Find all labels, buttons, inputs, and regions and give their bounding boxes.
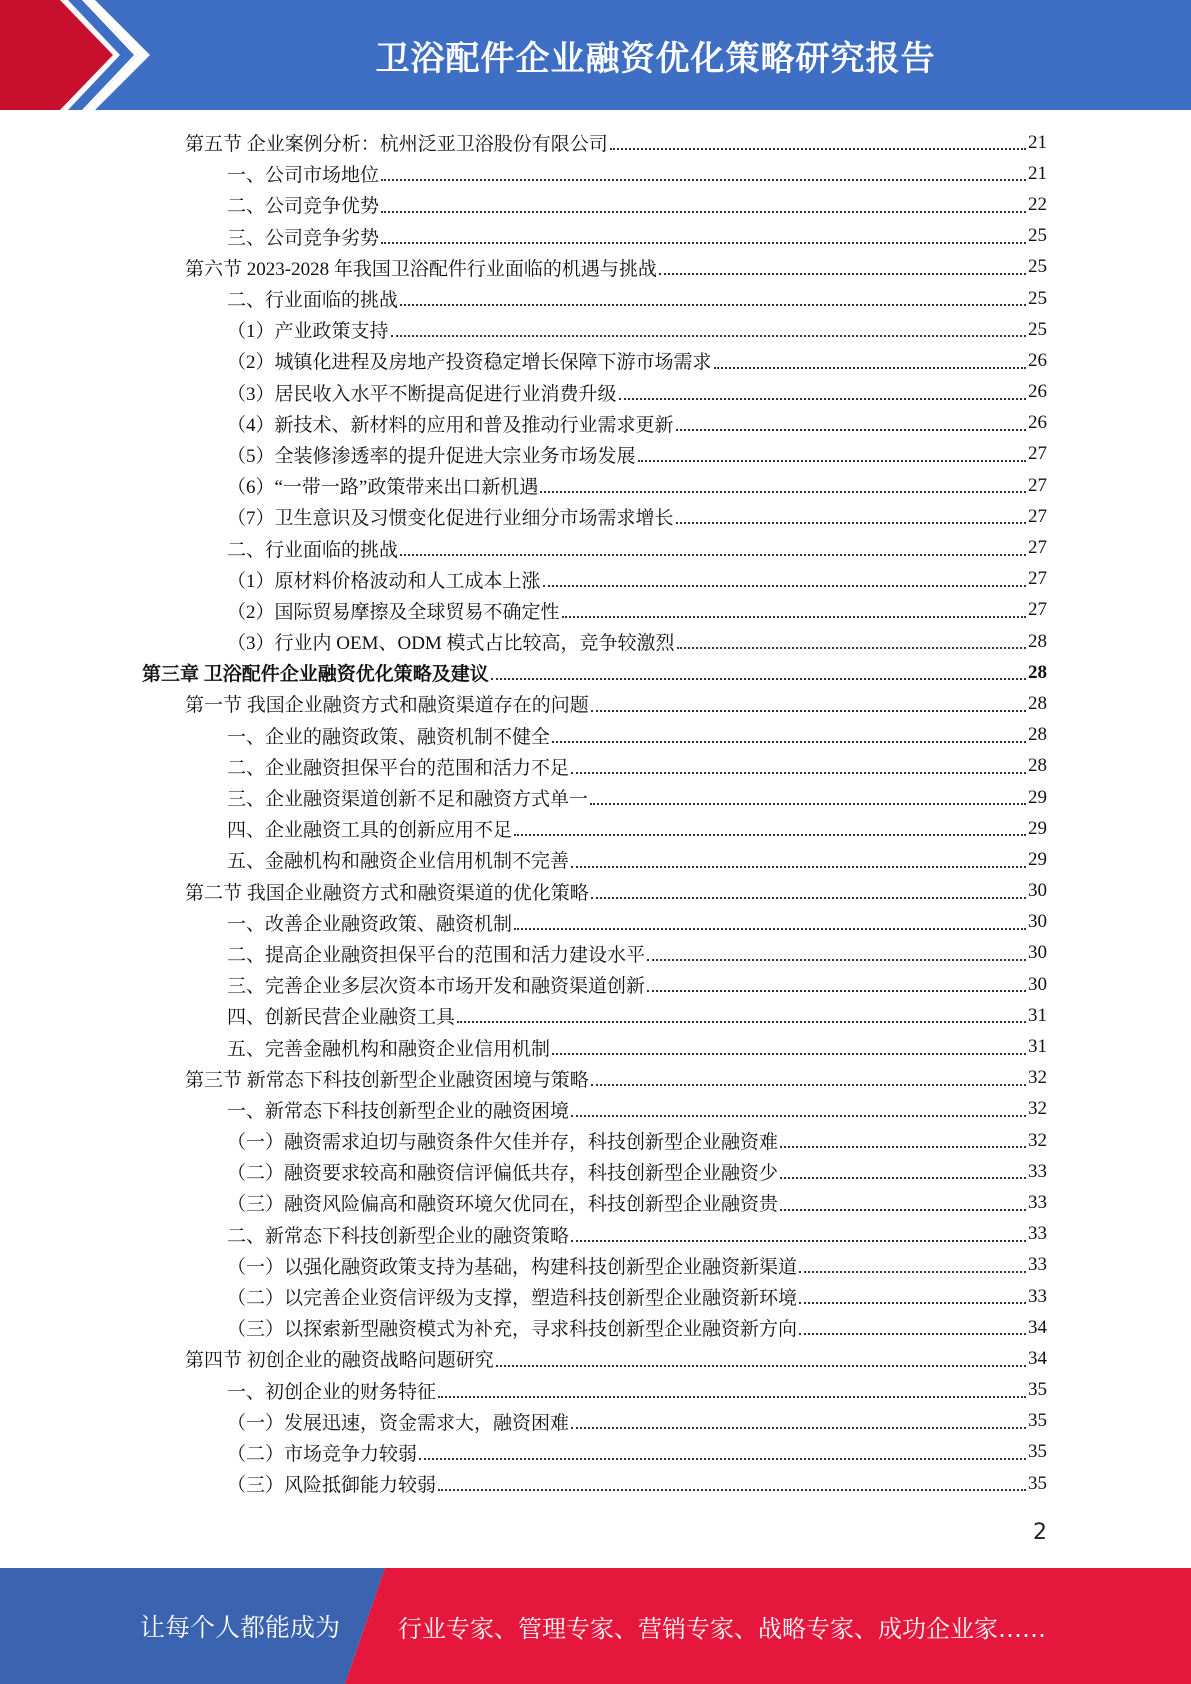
toc-entry[interactable] xyxy=(0,1406,1191,1437)
toc-leader-dots xyxy=(610,147,1026,150)
toc-entry-page: 33 xyxy=(1028,1254,1047,1276)
toc-entry-label: 第三章 卫浴配件企业融资优化策略及建议 xyxy=(142,664,489,686)
toc-entry-page: 27 xyxy=(1028,599,1047,621)
toc-entry-label: （7）卫生意识及习惯变化促进行业细分市场需求增长 xyxy=(227,508,674,530)
toc-leader-dots xyxy=(496,1364,1026,1367)
toc-leader-dots xyxy=(491,677,1026,680)
toc-leader-dots xyxy=(590,802,1026,805)
toc-leader-dots xyxy=(381,210,1026,213)
toc-entry-page: 21 xyxy=(1028,131,1047,153)
toc-entry-label: 第五节 企业案例分析：杭州泛亚卫浴股份有限公司 xyxy=(185,134,608,156)
toc-entry[interactable] xyxy=(0,127,1191,158)
toc-entry[interactable] xyxy=(0,408,1191,439)
toc-entry-label: 一、新常态下科技创新型企业的融资困境 xyxy=(227,1100,570,1122)
toc-leader-dots xyxy=(400,553,1026,556)
toc-entry-page: 29 xyxy=(1028,786,1047,808)
toc-leader-dots xyxy=(780,1176,1026,1179)
toc-entry-label: （1）原材料价格波动和人工成本上涨 xyxy=(227,570,541,592)
toc-entry-label: （4）新技术、新材料的应用和普及推动行业需求更新 xyxy=(227,414,674,436)
toc-leader-dots xyxy=(552,740,1026,743)
toc-entry-page: 25 xyxy=(1028,287,1047,309)
toc-leader-dots xyxy=(571,865,1026,868)
toc-leader-dots xyxy=(799,1270,1026,1273)
toc-entry-label: （1）产业政策支持 xyxy=(227,321,389,343)
toc-entry-page: 27 xyxy=(1028,474,1047,496)
toc-entry-page: 21 xyxy=(1028,162,1047,184)
toc-entry[interactable] xyxy=(0,1219,1191,1250)
toc-entry-label: 二、行业面临的挑战 xyxy=(227,539,399,561)
toc-entry-page: 30 xyxy=(1028,973,1047,995)
toc-entry[interactable] xyxy=(0,969,1191,1000)
toc-entry-page: 32 xyxy=(1028,1098,1047,1120)
page-number: 2 xyxy=(1033,1520,1047,1545)
toc-entry-page: 28 xyxy=(1028,755,1047,777)
toc-entry[interactable] xyxy=(0,720,1191,751)
toc-entry-page: 31 xyxy=(1028,1004,1047,1026)
toc-entry-label: （一）以强化融资政策支持为基础，构建科技创新型企业融资新渠道 xyxy=(227,1256,798,1278)
toc-leader-dots xyxy=(514,833,1026,836)
toc-leader-dots xyxy=(676,428,1026,431)
toc-entry[interactable] xyxy=(0,751,1191,782)
toc-entry-label: （6）“一带一路”政策带来出口新机遇 xyxy=(227,477,539,499)
toc-entry-label: （2）国际贸易摩擦及全球贸易不确定性 xyxy=(227,601,560,623)
toc-entry-page: 34 xyxy=(1028,1316,1047,1338)
toc-entry[interactable] xyxy=(0,1250,1191,1281)
toc-entry-page: 31 xyxy=(1028,1036,1047,1058)
toc-entry[interactable] xyxy=(0,252,1191,283)
toc-leader-dots xyxy=(780,1145,1026,1148)
toc-leader-dots xyxy=(552,1052,1026,1055)
toc-entry-label: （一）融资需求迫切与融资条件欠佳并存，科技创新型企业融资难 xyxy=(227,1132,779,1154)
toc-entry-label: 第六节 2023-2028 年我国卫浴配件行业面临的机遇与挑战 xyxy=(185,258,657,280)
toc-entry-label: 一、企业的融资政策、融资机制不健全 xyxy=(227,726,551,748)
toc-entry-page: 28 xyxy=(1028,724,1047,746)
toc-entry[interactable] xyxy=(0,564,1191,595)
toc-entry[interactable] xyxy=(0,1031,1191,1062)
toc-entry-page: 28 xyxy=(1028,630,1047,652)
toc-entry-page: 34 xyxy=(1028,1347,1047,1369)
toc-leader-dots xyxy=(457,1020,1026,1023)
toc-entry-label: 一、改善企业融资政策、融资机制 xyxy=(227,913,513,935)
toc-entry-label: 四、企业融资工具的创新应用不足 xyxy=(227,820,513,842)
toc-entry[interactable] xyxy=(0,221,1191,252)
toc-leader-dots xyxy=(799,1301,1026,1304)
toc-entry-page: 35 xyxy=(1028,1441,1047,1463)
toc-entry[interactable] xyxy=(0,439,1191,470)
toc-leader-dots xyxy=(591,1083,1026,1086)
toc-entry-page: 25 xyxy=(1028,318,1047,340)
toc-entry[interactable] xyxy=(0,501,1191,532)
toc-entry[interactable] xyxy=(0,1437,1191,1468)
toc-entry-page: 33 xyxy=(1028,1223,1047,1245)
toc-entry-label: （3）居民收入水平不断提高促进行业消费升级 xyxy=(227,383,617,405)
table-of-contents xyxy=(0,127,1191,1499)
toc-entry-page: 27 xyxy=(1028,568,1047,590)
toc-entry-page: 25 xyxy=(1028,256,1047,278)
toc-entry-page: 29 xyxy=(1028,817,1047,839)
toc-entry-page: 25 xyxy=(1028,225,1047,247)
toc-leader-dots xyxy=(562,615,1026,618)
toc-leader-dots xyxy=(676,521,1026,524)
toc-leader-dots xyxy=(540,490,1026,493)
toc-entry-page: 35 xyxy=(1028,1410,1047,1432)
toc-leader-dots xyxy=(571,1426,1026,1429)
toc-entry-label: 第三节 新常态下科技创新型企业融资困境与策略 xyxy=(185,1069,589,1091)
toc-leader-dots xyxy=(647,958,1026,961)
toc-entry-label: 二、公司竞争优势 xyxy=(227,196,380,218)
toc-entry-page: 27 xyxy=(1028,505,1047,527)
toc-entry[interactable] xyxy=(0,314,1191,345)
toc-entry-label: 第一节 我国企业融资方式和融资渠道存在的问题 xyxy=(185,695,589,717)
toc-entry[interactable] xyxy=(0,532,1191,563)
toc-entry-label: （二）以完善企业资信评级为支撑，塑造科技创新型企业融资新环境 xyxy=(227,1288,798,1310)
toc-entry-label: 三、企业融资渠道创新不足和融资方式单一 xyxy=(227,789,589,811)
toc-leader-dots xyxy=(659,272,1026,275)
toc-entry[interactable] xyxy=(0,657,1191,688)
toc-leader-dots xyxy=(571,771,1026,774)
toc-leader-dots xyxy=(391,334,1026,337)
toc-entry-label: （三）以探索新型融资模式为补充，寻求科技创新型企业融资新方向 xyxy=(227,1319,798,1341)
toc-leader-dots xyxy=(619,397,1026,400)
toc-entry[interactable] xyxy=(0,907,1191,938)
toc-entry-page: 27 xyxy=(1028,537,1047,559)
toc-leader-dots xyxy=(591,896,1026,899)
toc-entry-label: 第二节 我国企业融资方式和融资渠道的优化策略 xyxy=(185,882,589,904)
toc-entry[interactable] xyxy=(0,813,1191,844)
toc-entry[interactable] xyxy=(0,1468,1191,1499)
toc-entry[interactable] xyxy=(0,1094,1191,1125)
toc-entry[interactable] xyxy=(0,626,1191,657)
toc-entry[interactable] xyxy=(0,470,1191,501)
toc-entry[interactable] xyxy=(0,1000,1191,1031)
toc-entry[interactable] xyxy=(0,189,1191,220)
toc-leader-dots xyxy=(591,709,1026,712)
toc-leader-dots xyxy=(799,1332,1026,1335)
toc-leader-dots xyxy=(438,1395,1026,1398)
toc-entry-page: 27 xyxy=(1028,443,1047,465)
toc-entry-label: 一、公司市场地位 xyxy=(227,165,380,187)
toc-entry[interactable] xyxy=(0,876,1191,907)
toc-entry-label: （三）风险抵御能力较弱 xyxy=(227,1475,437,1497)
toc-entry-page: 22 xyxy=(1028,193,1047,215)
toc-entry-label: 五、金融机构和融资企业信用机制不完善 xyxy=(227,851,570,873)
toc-leader-dots xyxy=(714,366,1026,369)
toc-entry[interactable] xyxy=(0,1125,1191,1156)
toc-entry-page: 26 xyxy=(1028,381,1047,403)
toc-entry-page: 33 xyxy=(1028,1285,1047,1307)
toc-entry[interactable] xyxy=(0,938,1191,969)
toc-entry-label: （一）发展迅速，资金需求大，融资困难 xyxy=(227,1412,570,1434)
toc-leader-dots xyxy=(400,303,1026,306)
toc-leader-dots xyxy=(647,989,1026,992)
toc-entry-label: （二）市场竞争力较弱 xyxy=(227,1443,418,1465)
toc-entry-label: 二、企业融资担保平台的范围和活力不足 xyxy=(227,757,570,779)
toc-leader-dots xyxy=(780,1208,1026,1211)
toc-leader-dots xyxy=(543,584,1026,587)
report-title: 卫浴配件企业融资优化策略研究报告 xyxy=(375,38,936,79)
toc-entry[interactable] xyxy=(0,844,1191,875)
toc-entry-page: 35 xyxy=(1028,1472,1047,1494)
toc-entry[interactable] xyxy=(0,1281,1191,1312)
toc-entry-page: 28 xyxy=(1028,661,1047,683)
toc-entry[interactable] xyxy=(0,1343,1191,1374)
toc-entry[interactable] xyxy=(0,345,1191,376)
toc-entry-page: 26 xyxy=(1028,349,1047,371)
toc-entry[interactable] xyxy=(0,1187,1191,1218)
toc-leader-dots xyxy=(514,927,1026,930)
toc-entry-label: 五、完善金融机构和融资企业信用机制 xyxy=(227,1038,551,1060)
toc-entry[interactable] xyxy=(0,782,1191,813)
toc-entry-label: （5）全装修渗透率的提升促进大宗业务市场发展 xyxy=(227,445,636,467)
toc-entry[interactable] xyxy=(0,1156,1191,1187)
toc-entry-label: 三、公司竞争劣势 xyxy=(227,227,380,249)
toc-entry[interactable] xyxy=(0,158,1191,189)
toc-leader-dots xyxy=(381,241,1026,244)
toc-leader-dots xyxy=(571,1114,1026,1117)
footer-slogan-right: 行业专家、管理专家、营销专家、战略专家、成功企业家…… xyxy=(398,1614,1046,1643)
toc-entry[interactable] xyxy=(0,1063,1191,1094)
toc-entry-label: 第四节 初创企业的融资战略问题研究 xyxy=(185,1350,494,1372)
toc-leader-dots xyxy=(381,178,1026,181)
toc-leader-dots xyxy=(638,459,1026,462)
toc-entry[interactable] xyxy=(0,595,1191,626)
toc-entry-page: 35 xyxy=(1028,1379,1047,1401)
toc-leader-dots xyxy=(419,1457,1026,1460)
toc-leader-dots xyxy=(677,646,1026,649)
toc-entry[interactable] xyxy=(0,283,1191,314)
toc-entry-label: （二）融资要求较高和融资信评偏低共存，科技创新型企业融资少 xyxy=(227,1163,779,1185)
footer-slogan-left: 让每个人都能成为 xyxy=(140,1613,341,1642)
toc-entry-page: 30 xyxy=(1028,942,1047,964)
toc-entry-label: 二、新常态下科技创新型企业的融资策略 xyxy=(227,1225,570,1247)
toc-leader-dots xyxy=(438,1488,1026,1491)
toc-entry-page: 28 xyxy=(1028,692,1047,714)
toc-entry-page: 32 xyxy=(1028,1067,1047,1089)
toc-entry[interactable] xyxy=(0,688,1191,719)
toc-entry-label: （3）行业内 OEM、ODM 模式占比较高，竞争较激烈 xyxy=(227,633,675,655)
toc-entry-page: 30 xyxy=(1028,911,1047,933)
toc-entry[interactable] xyxy=(0,1312,1191,1343)
toc-entry-label: 一、初创企业的财务特征 xyxy=(227,1381,437,1403)
toc-entry[interactable] xyxy=(0,1375,1191,1406)
header-chevron-logo xyxy=(0,0,160,110)
toc-entry-label: 四、创新民营企业融资工具 xyxy=(227,1007,456,1029)
toc-entry-page: 26 xyxy=(1028,412,1047,434)
toc-entry-label: （2）城镇化进程及房地产投资稳定增长保障下游市场需求 xyxy=(227,352,712,374)
toc-entry[interactable] xyxy=(0,377,1191,408)
toc-entry-page: 29 xyxy=(1028,848,1047,870)
footer-banner xyxy=(0,1568,1191,1684)
toc-entry-page: 30 xyxy=(1028,880,1047,902)
toc-entry-page: 32 xyxy=(1028,1129,1047,1151)
toc-entry-page: 33 xyxy=(1028,1191,1047,1213)
toc-entry-label: 二、行业面临的挑战 xyxy=(227,290,399,312)
toc-entry-label: （三）融资风险偏高和融资环境欠优同在，科技创新型企业融资贵 xyxy=(227,1194,779,1216)
toc-leader-dots xyxy=(571,1239,1026,1242)
toc-entry-label: 三、完善企业多层次资本市场开发和融资渠道创新 xyxy=(227,976,646,998)
toc-entry-page: 33 xyxy=(1028,1160,1047,1182)
toc-entry-label: 二、提高企业融资担保平台的范围和活力建设水平 xyxy=(227,944,646,966)
header-banner xyxy=(0,0,1191,110)
